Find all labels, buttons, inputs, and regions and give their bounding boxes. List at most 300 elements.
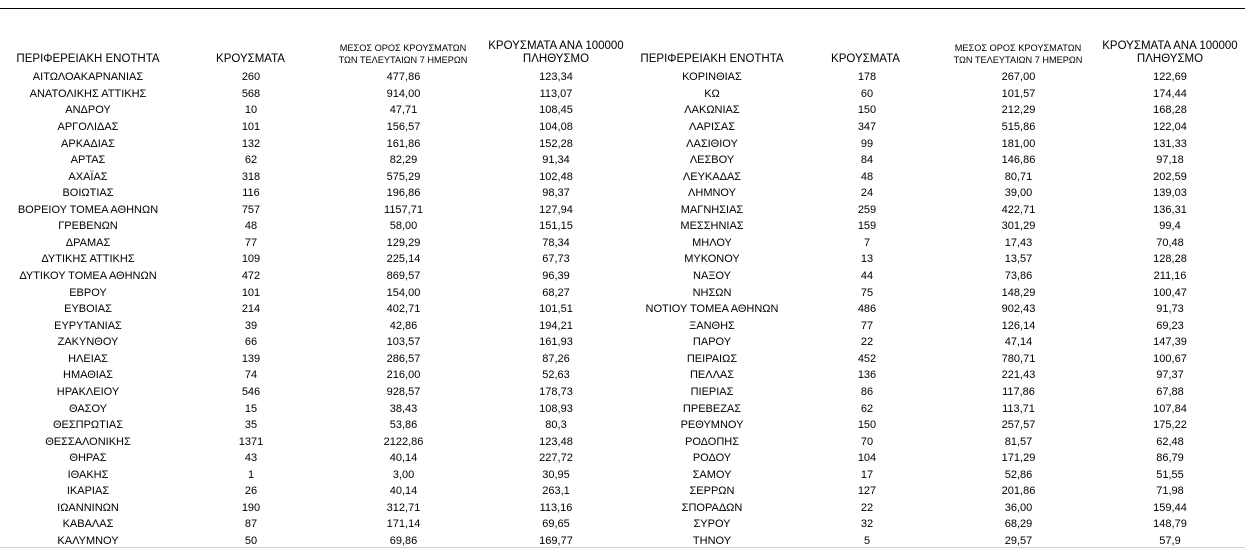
cases-cell: 87 [244,518,258,531]
region-cell: ΠΕΙΡΑΙΩΣ [686,352,738,365]
cases-cell: 757 [241,203,261,216]
table-row [632,284,1245,301]
region-cell: ΛΑΚΩΝΙΑΣ [684,104,740,117]
avg7-cell: 257,57 [1001,419,1036,432]
region-cell: ΝΗΣΩΝ [692,286,732,299]
per100k-cell: 99,4 [1159,220,1181,233]
table-row [632,334,1245,351]
header-region-right [632,36,792,66]
region-cell: ΝΑΞΟΥ [693,270,731,283]
table-row [0,500,631,517]
region-cell: ΠΙΕΡΙΑΣ [690,385,734,398]
cases-cell: 150 [857,419,877,432]
region-cell: ΜΕΣΣΗΝΙΑΣ [680,220,744,233]
avg7-cell: 113,71 [1002,402,1035,415]
bottom-border-line [0,547,1245,548]
per100k-cell: 69,23 [1156,319,1184,332]
header-region-left [0,36,176,66]
cases-cell: 66 [244,336,258,349]
avg7-cell: 80,71 [1004,170,1033,183]
avg7-cell: 129,29 [386,236,421,249]
table-row [632,268,1245,285]
table-row [632,135,1245,152]
header-cases-left-text: ΚΡΟΥΣΜΑΤΑ [216,53,285,65]
cases-cell: 15 [244,402,258,415]
region-cell: ΡΕΘΥΜΝΟΥ [680,419,744,432]
avg7-cell: 117,86 [1002,385,1035,398]
region-cell: ΘΕΣΠΡΩΤΙΑΣ [52,419,124,432]
region-cell: ΙΘΑΚΗΣ [67,468,109,481]
region-cell: ΗΡΑΚΛΕΙΟΥ [56,385,120,398]
per100k-cell: 227,72 [539,452,573,465]
avg7-cell: 196,86 [386,187,421,200]
per100k-cell: 168,28 [1153,104,1187,117]
cases-cell: 10 [244,104,258,117]
region-cell: ΗΜΑΘΙΑΣ [63,369,113,382]
per100k-cell: 159,44 [1153,501,1187,514]
table-row [0,119,631,136]
avg7-cell: 39,00 [1004,187,1033,200]
cases-cell: 259 [857,203,877,216]
avg7-cell: 312,71 [386,501,421,514]
cases-cell: 568 [241,87,261,100]
avg7-cell: 1157,71 [384,203,423,216]
per100k-cell: 86,79 [1156,452,1184,465]
avg7-cell: 902,43 [1001,303,1036,316]
per100k-cell: 67,73 [542,253,570,266]
avg7-cell: 13,57 [1004,253,1033,266]
table-row [0,417,631,434]
avg7-cell: 81,57 [1004,435,1033,448]
per100k-cell: 97,18 [1156,154,1184,167]
avg7-cell: 575,29 [386,170,421,183]
cases-cell: 32 [860,518,874,531]
cases-cell: 7 [863,236,871,249]
region-cell: ΛΕΥΚΑΔΑΣ [682,170,742,183]
cases-cell: 13 [860,253,874,266]
table-row [632,185,1245,202]
region-cell: ΑΝΑΤΟΛΙΚΗΣ ΑΤΤΙΚΗΣ [29,87,147,100]
region-cell: ΑΡΤΑΣ [70,154,106,167]
table-row [632,367,1245,384]
region-cell: ΛΑΡΙΣΑΣ [688,120,735,133]
region-cell: ΕΥΒΟΙΑΣ [64,303,112,316]
avg7-cell: 69,86 [389,535,418,548]
region-cell: ΖΑΚΥΝΘΟΥ [57,336,119,349]
region-cell: ΣΠΟΡΑΔΩΝ [681,501,743,514]
region-cell: ΑΝΔΡΟΥ [65,104,111,117]
per100k-cell: 104,08 [539,120,573,133]
region-cell: ΜΗΛΟΥ [692,236,732,249]
region-cell: ΠΕΛΛΑΣ [689,369,735,382]
per100k-cell: 100,47 [1153,286,1187,299]
region-cell: ΚΩ [704,87,720,100]
per100k-cell: 100,67 [1153,352,1187,365]
avg7-cell: 422,71 [1001,203,1036,216]
header-per100k-left-text: ΚΡΟΥΣΜΑΤΑ ΑΝΑ 100000 ΠΛΗΘΥΣΜΟ [488,40,624,65]
cases-cell: 60 [860,87,874,100]
avg7-cell: 68,29 [1004,518,1033,531]
cases-cell: 486 [857,303,877,316]
avg7-cell: 53,86 [389,419,418,432]
cases-cell: 159 [857,220,877,233]
table-row [632,102,1245,119]
header-avg7-left [328,36,478,66]
region-cell: ΠΡΕΒΕΖΑΣ [682,402,742,415]
per100k-cell: 91,34 [542,154,570,167]
region-cell: ΘΕΣΣΑΛΟΝΙΚΗΣ [45,435,131,448]
avg7-cell: 146,86 [1001,154,1036,167]
region-cell: ΞΑΝΘΗΣ [689,319,735,332]
region-cell: ΗΛΕΙΑΣ [68,352,108,365]
cases-cell: 101 [241,286,261,299]
table-row [0,516,631,533]
region-cell: ΛΗΜΝΟΥ [688,187,736,200]
avg7-cell: 869,57 [386,270,421,283]
per100k-cell: 122,04 [1153,120,1187,133]
table-row [0,400,631,417]
avg7-cell: 402,71 [386,303,421,316]
table-row [632,218,1245,235]
region-cell: ΕΥΡΥΤΑΝΙΑΣ [54,319,122,332]
table-row [0,202,631,219]
table-row [632,152,1245,169]
avg7-cell: 38,43 [389,402,418,415]
region-cell: ΑΙΤΩΛΟΑΚΑΡΝΑΝΙΑΣ [32,71,144,84]
table-row [0,450,631,467]
per100k-cell: 98,37 [542,187,570,200]
per100k-cell: 62,48 [1156,435,1184,448]
cases-cell: 17 [860,468,874,481]
per100k-cell: 67,88 [1156,385,1184,398]
region-cell: ΔΡΑΜΑΣ [65,236,111,249]
avg7-cell: 47,71 [389,104,418,117]
region-cell: ΡΟΔΟΥ [692,452,732,465]
table-row [0,86,631,103]
region-cell: ΑΡΚΑΔΙΑΣ [61,137,115,150]
avg7-cell: 47,14 [1004,336,1033,349]
region-cell: ΡΟΔΟΠΗΣ [684,435,740,448]
table-row [632,301,1245,318]
per100k-cell: 113,07 [539,87,573,100]
cases-cell: 214 [241,303,261,316]
avg7-cell: 161,86 [386,137,421,150]
per100k-cell: 127,94 [539,203,573,216]
cases-cell: 86 [860,385,874,398]
cases-cell: 116 [242,187,260,200]
avg7-cell: 477,86 [386,71,421,84]
per100k-cell: 122,69 [1153,71,1187,84]
avg7-cell: 103,57 [386,336,421,349]
per100k-cell: 151,15 [539,220,573,233]
table-row [0,284,631,301]
avg7-cell: 780,71 [1001,352,1036,365]
table-row [632,384,1245,401]
table-row [0,251,631,268]
region-cell: ΙΩΑΝΝΙΝΩΝ [57,501,119,514]
region-cell: ΣΕΡΡΩΝ [689,485,735,498]
per100k-cell: 108,93 [539,402,573,415]
avg7-cell: 216,00 [386,369,421,382]
avg7-cell: 201,86 [1001,485,1036,498]
cases-cell: 22 [860,336,874,349]
region-cell: ΠΑΡΟΥ [692,336,732,349]
per100k-cell: 52,63 [542,369,570,382]
cases-cell: 22 [860,501,874,514]
table-row [632,119,1245,136]
cases-cell: 347 [857,120,877,133]
region-cell: ΔΥΤΙΚΟΥ ΤΟΜΕΑ ΑΘΗΝΩΝ [19,270,157,283]
header-cases-left [193,36,308,66]
avg7-cell: 52,86 [1004,468,1033,481]
avg7-cell: 101,57 [1001,87,1036,100]
cases-cell: 178 [857,71,877,84]
region-cell: ΓΡΕΒΕΝΩΝ [58,220,118,233]
table-row [0,218,631,235]
table-row [0,185,631,202]
region-cell: ΘΑΣΟΥ [68,402,108,415]
cases-cell: 77 [860,319,874,332]
per100k-cell: 113,16 [539,501,573,514]
header-avg7-right-text: ΜΕΣΟΣ ΟΡΟΣ ΚΡΟΥΣΜΑΤΩΝ ΤΩΝ ΤΕΛΕΥΤΑΙΩΝ 7 ΗΜΕΡΩΝ [953,43,1083,65]
cases-cell: 472 [241,270,261,283]
table-row [0,317,631,334]
per100k-cell: 161,93 [539,336,573,349]
cases-cell: 150 [857,104,877,117]
cases-cell: 104 [857,452,877,465]
cases-cell: 39 [244,319,258,332]
cases-cell: 452 [857,352,877,365]
region-cell: ΔΥΤΙΚΗΣ ΑΤΤΙΚΗΣ [41,253,135,266]
table-row [632,516,1245,533]
table-row [0,467,631,484]
avg7-cell: 286,57 [386,352,421,365]
per100k-cell: 202,59 [1153,170,1187,183]
per100k-cell: 194,21 [539,319,573,332]
cases-cell: 84 [860,154,874,167]
table-row [0,301,631,318]
per100k-cell: 174,44 [1153,87,1187,100]
per100k-cell: 178,73 [539,385,573,398]
cases-cell: 75 [860,286,874,299]
per100k-cell: 148,79 [1153,518,1187,531]
table-row [632,500,1245,517]
per100k-cell: 78,34 [542,236,570,249]
left-data-table [0,69,631,549]
per100k-cell: 97,37 [1156,369,1184,382]
header-avg7-left-text: ΜΕΣΟΣ ΟΡΟΣ ΚΡΟΥΣΜΑΤΩΝ ΤΩΝ ΤΕΛΕΥΤΑΙΩΝ 7 ΗΜΕΡΩΝ [338,43,468,65]
per100k-cell: 128,28 [1153,253,1187,266]
avg7-cell: 156,57 [386,120,421,133]
cases-cell: 48 [244,220,258,233]
table-row [0,135,631,152]
region-cell: ΘΗΡΑΣ [69,452,107,465]
cases-cell: 44 [860,270,874,283]
per100k-cell: 123,48 [539,435,573,448]
table-row [0,351,631,368]
per100k-cell: 152,28 [539,137,573,150]
header-region-left-text: ΠΕΡΙΦΕΡΕΙΑΚΗ ΕΝΟΤΗΤΑ [16,53,160,65]
top-border-line [0,8,1245,9]
cases-cell: 26 [244,485,258,498]
region-cell: ΤΗΝΟΥ [692,535,732,548]
region-cell: ΑΧΑΪΑΣ [68,170,108,183]
avg7-cell: 73,86 [1004,270,1033,283]
avg7-cell: 154,00 [386,286,421,299]
cases-cell: 1 [247,468,255,481]
per100k-cell: 147,39 [1153,336,1187,349]
table-row [0,433,631,450]
table-row [632,235,1245,252]
region-cell: ΜΑΓΝΗΣΙΑΣ [680,203,744,216]
table-row [632,168,1245,185]
cases-cell: 62 [244,154,258,167]
region-cell: ΙΚΑΡΙΑΣ [66,485,110,498]
avg7-cell: 82,29 [389,154,418,167]
per100k-cell: 101,51 [539,303,573,316]
per100k-cell: 91,73 [1156,303,1184,316]
table-row [0,367,631,384]
region-cell: ΒΟΡΕΙΟΥ ΤΟΜΕΑ ΑΘΗΝΩΝ [17,203,159,216]
per100k-cell: 96,39 [542,270,570,283]
table-row [632,450,1245,467]
region-cell: ΛΑΣΙΘΙΟΥ [686,137,738,150]
table-row [0,235,631,252]
header-per100k-right [1095,36,1245,66]
table-row [0,384,631,401]
cases-cell: 77 [244,236,258,249]
per100k-cell: 68,27 [542,286,570,299]
avg7-cell: 58,00 [389,220,418,233]
header-per100k-left [481,36,631,66]
per100k-cell: 57,9 [1159,535,1181,548]
per100k-cell: 70,48 [1156,236,1184,249]
cases-cell: 127 [857,485,877,498]
per100k-cell: 139,03 [1153,187,1187,200]
avg7-cell: 29,57 [1004,535,1033,548]
table-row [0,483,631,500]
avg7-cell: 126,14 [1001,319,1036,332]
left-table-body [0,69,631,549]
avg7-cell: 2122,86 [383,435,424,448]
avg7-cell: 40,14 [389,485,418,498]
table-row [632,317,1245,334]
per100k-cell: 136,31 [1153,203,1187,216]
header-cases-right-text: ΚΡΟΥΣΜΑΤΑ [831,53,900,65]
avg7-cell: 515,86 [1001,120,1036,133]
table-row [632,483,1245,500]
cases-cell: 99 [860,137,874,150]
table-row [0,69,631,86]
per100k-cell: 87,26 [542,352,570,365]
right-data-table [632,69,1245,549]
avg7-cell: 221,43 [1001,369,1036,382]
region-cell: ΜΥΚΟΝΟΥ [684,253,740,266]
cases-cell: 109 [241,253,261,266]
avg7-cell: 171,29 [1001,452,1036,465]
table-row [632,417,1245,434]
avg7-cell: 17,43 [1004,236,1033,249]
per100k-cell: 175,22 [1153,419,1187,432]
per100k-cell: 51,55 [1156,468,1184,481]
region-cell: ΚΑΒΑΛΑΣ [62,518,114,531]
cases-cell: 139 [241,352,261,365]
per100k-cell: 108,45 [539,104,573,117]
table-row [632,86,1245,103]
header-per100k-right-text: ΚΡΟΥΣΜΑΤΑ ΑΝΑ 100000 ΠΛΗΘΥΣΜΟ [1102,40,1238,65]
table-row [632,69,1245,86]
region-cell: ΚΟΡΙΝΘΙΑΣ [682,71,742,84]
avg7-cell: 914,00 [386,87,421,100]
avg7-cell: 3,00 [392,468,415,481]
avg7-cell: 42,86 [389,319,418,332]
table-row [632,467,1245,484]
avg7-cell: 212,29 [1001,104,1036,117]
region-cell: ΣΑΜΟΥ [692,468,732,481]
per100k-cell: 123,34 [539,71,573,84]
avg7-cell: 148,29 [1001,286,1036,299]
avg7-cell: 171,14 [386,518,421,531]
per100k-cell: 107,84 [1153,402,1187,415]
cases-cell: 62 [860,402,874,415]
region-cell: ΚΑΛΥΜΝΟΥ [57,535,119,548]
cases-cell: 318 [241,170,261,183]
cases-cell: 74 [244,369,258,382]
table-row [0,168,631,185]
cases-cell: 132 [241,137,261,150]
cases-cell: 260 [241,71,261,84]
table-row [0,268,631,285]
region-cell: ΣΥΡΟΥ [693,518,731,531]
avg7-cell: 40,14 [389,452,418,465]
avg7-cell: 181,00 [1001,137,1036,150]
per100k-cell: 211,16 [1153,270,1187,283]
table-row [632,351,1245,368]
header-avg7-right [943,36,1093,66]
header-cases-right [808,36,923,66]
header-region-right-text: ΠΕΡΙΦΕΡΕΙΑΚΗ ΕΝΟΤΗΤΑ [640,53,784,65]
region-cell: ΑΡΓΟΛΙΔΑΣ [57,120,119,133]
region-cell: ΒΟΙΩΤΙΑΣ [62,187,114,200]
cases-cell: 50 [244,535,258,548]
avg7-cell: 267,00 [1001,71,1036,84]
cases-cell: 546 [241,385,261,398]
right-table-body [632,69,1245,549]
cases-cell: 136 [857,369,877,382]
cases-cell: 24 [860,187,874,200]
cases-cell: 43 [244,452,258,465]
per100k-cell: 169,77 [539,535,573,548]
table-row [0,334,631,351]
region-cell: ΕΒΡΟΥ [69,286,107,299]
region-cell: ΛΕΣΒΟΥ [689,154,735,167]
per100k-cell: 131,33 [1153,137,1187,150]
cases-cell: 5 [863,535,871,548]
cases-cell: 35 [244,419,258,432]
cases-cell: 190 [241,501,261,514]
table-row [632,202,1245,219]
cases-cell: 101 [241,120,261,133]
per100k-cell: 263,1 [542,485,570,498]
table-row [0,102,631,119]
cases-cell: 48 [860,170,874,183]
table-row [632,251,1245,268]
table-row [632,433,1245,450]
avg7-cell: 36,00 [1004,501,1033,514]
table-row [632,400,1245,417]
per100k-cell: 71,98 [1156,485,1184,498]
per100k-cell: 30,95 [542,468,570,481]
